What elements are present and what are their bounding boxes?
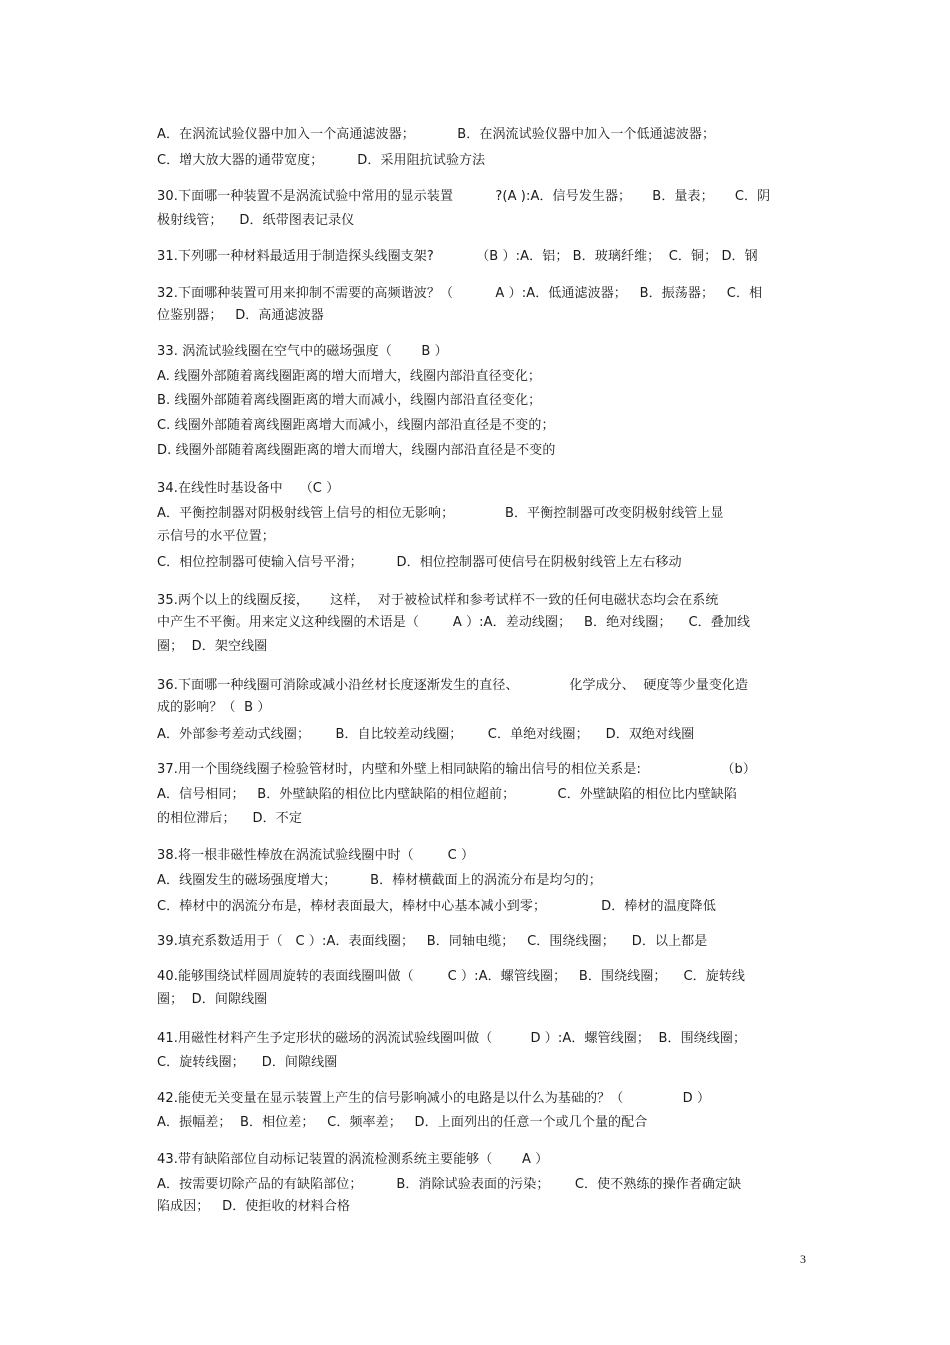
text-line: D. 线圈外部随着离线圈距离的增大而增大，线圈内部沿直径是不变的 (157, 443, 556, 458)
text-line: C．相位控制器可使输入信号平滑； D．相位控制器可使信号在阴极射线管上左右移动 (157, 555, 682, 570)
text-line: 34.在线性时基设备中 （C ） (157, 481, 340, 496)
text-line: 39.填充系数适用于（ C ）:A．表面线圈； B．同轴电缆； C．围绕线圈； D．以上都是 (157, 934, 708, 949)
text-line: 36.下面哪一种线圈可消除或减小沿丝材长度逐渐发生的直径、 化学成分、 硬度等少量变化造 (157, 678, 749, 693)
text-line: 圈； D．间隙线圈 (157, 992, 268, 1007)
text-line: A．振幅差； B．相位差； C．频率差； D．上面列出的任意一个或几个量的配合 (157, 1115, 648, 1130)
text-line: 40.能够围绕试样圆周旋转的表面线圈叫做（ C ）:A．螺管线圈； B．围绕线圈； C．旋转线 (157, 969, 746, 984)
text-line: A．在涡流试验仪器中加入一个高通滤波器； B．在涡流试验仪器中加入一个低通滤波器； (157, 127, 716, 142)
page-number: 3 (800, 1252, 806, 1266)
text-line: 38.将一根非磁性棒放在涡流试验线圈中时（ C ） (157, 848, 475, 863)
text-line: 的相位滞后； D．不定 (157, 811, 302, 826)
text-line: C. 线圈外部随着离线圈距离增大而减小，线圈内部沿直径是不变的； (157, 418, 555, 433)
text-line: 43.带有缺陷部位自动标记装置的涡流检测系统主要能够（ A ） (157, 1152, 549, 1167)
text-line: 35.两个以上的线圈反接， 这样， 对于被检试样和参考试样不一致的任何电磁状态均会在系统 (157, 593, 719, 608)
text-line: 33. 涡流试验线圈在空气中的磁场强度（ B ） (157, 344, 448, 359)
text-line: A．线圈发生的磁场强度增大； B．棒材横截面上的涡流分布是均匀的； (157, 873, 602, 888)
text-line: 41.用磁性材料产生予定形状的磁场的涡流试验线圈叫做（ D ）:A．螺管线圈； B．围绕线圈； (157, 1031, 747, 1046)
text-line: 极射线管； D．纸带图表记录仪 (157, 213, 355, 228)
text-line: A．平衡控制器对阴极射线管上信号的相位无影响； B．平衡控制器可改变阴极射线管上显 (157, 506, 724, 521)
text-line: A. 线圈外部随着离线圈距离的增大而增大，线圈内部沿直径变化； (157, 369, 542, 384)
text-line: 成的影响？（ B ） (157, 700, 271, 715)
text-line: 30.下面哪一种装置不是涡流试验中常用的显示装置 ?(A ):A．信号发生器； B．量表； C．阴 (157, 189, 771, 204)
text-line: 中产生不平衡。用来定义这种线圈的术语是（ A ）:A．差动线圈； B．绝对线圈； C．叠加线 (157, 615, 751, 630)
text-line: A．外部参考差动式线圈； B．自比较差动线圈； C．单绝对线圈； D．双绝对线圈 (157, 727, 695, 742)
text-line: 陷成因； D．使拒收的材料合格 (157, 1199, 351, 1214)
text-line: B. 线圈外部随着离线圈距离的增大而减小，线圈内部沿直径变化； (157, 393, 542, 408)
text-line: 位鉴别器； D．高通滤波器 (157, 308, 324, 323)
text-line: 31.下列哪一种材料最适用于制造探头线圈支架? （B ）:A．铝； B．玻璃纤维； C．铜； D．钢 (157, 249, 758, 264)
text-line: 42.能使无关变量在显示装置上产生的信号影响减小的电路是以什么为基础的？（ D ） (157, 1091, 711, 1106)
text-line: 示信号的水平位置； (157, 529, 275, 544)
text-line: A．信号相同； B．外壁缺陷的相位比内壁缺陷的相位超前； C．外壁缺陷的相位比内壁缺陷 (157, 787, 738, 802)
text-line: C．旋转线圈； D．间隙线圈 (157, 1055, 338, 1070)
text-line: 37.用一个围绕线圈子检验管材时，内壁和外壁上相同缺陷的输出信号的相位关系是: （b） (157, 762, 756, 777)
text-line: C．棒材中的涡流分布是，棒材表面最大，棒材中心基本减小到零； D．棒材的温度降低 (157, 899, 717, 914)
text-line: 32.下面哪种装置可用来抑制不需要的高频谐波？（ A ）:A．低通滤波器； B．振荡器； C．相 (157, 286, 763, 301)
text-line: C．增大放大器的通带宽度； D．采用阻抗试验方法 (157, 153, 486, 168)
text-line: A．按需要切除产品的有缺陷部位； B．消除试验表面的污染； C．使不熟练的操作者确定缺 (157, 1177, 742, 1192)
text-line: 圈； D．架空线圈 (157, 639, 268, 654)
